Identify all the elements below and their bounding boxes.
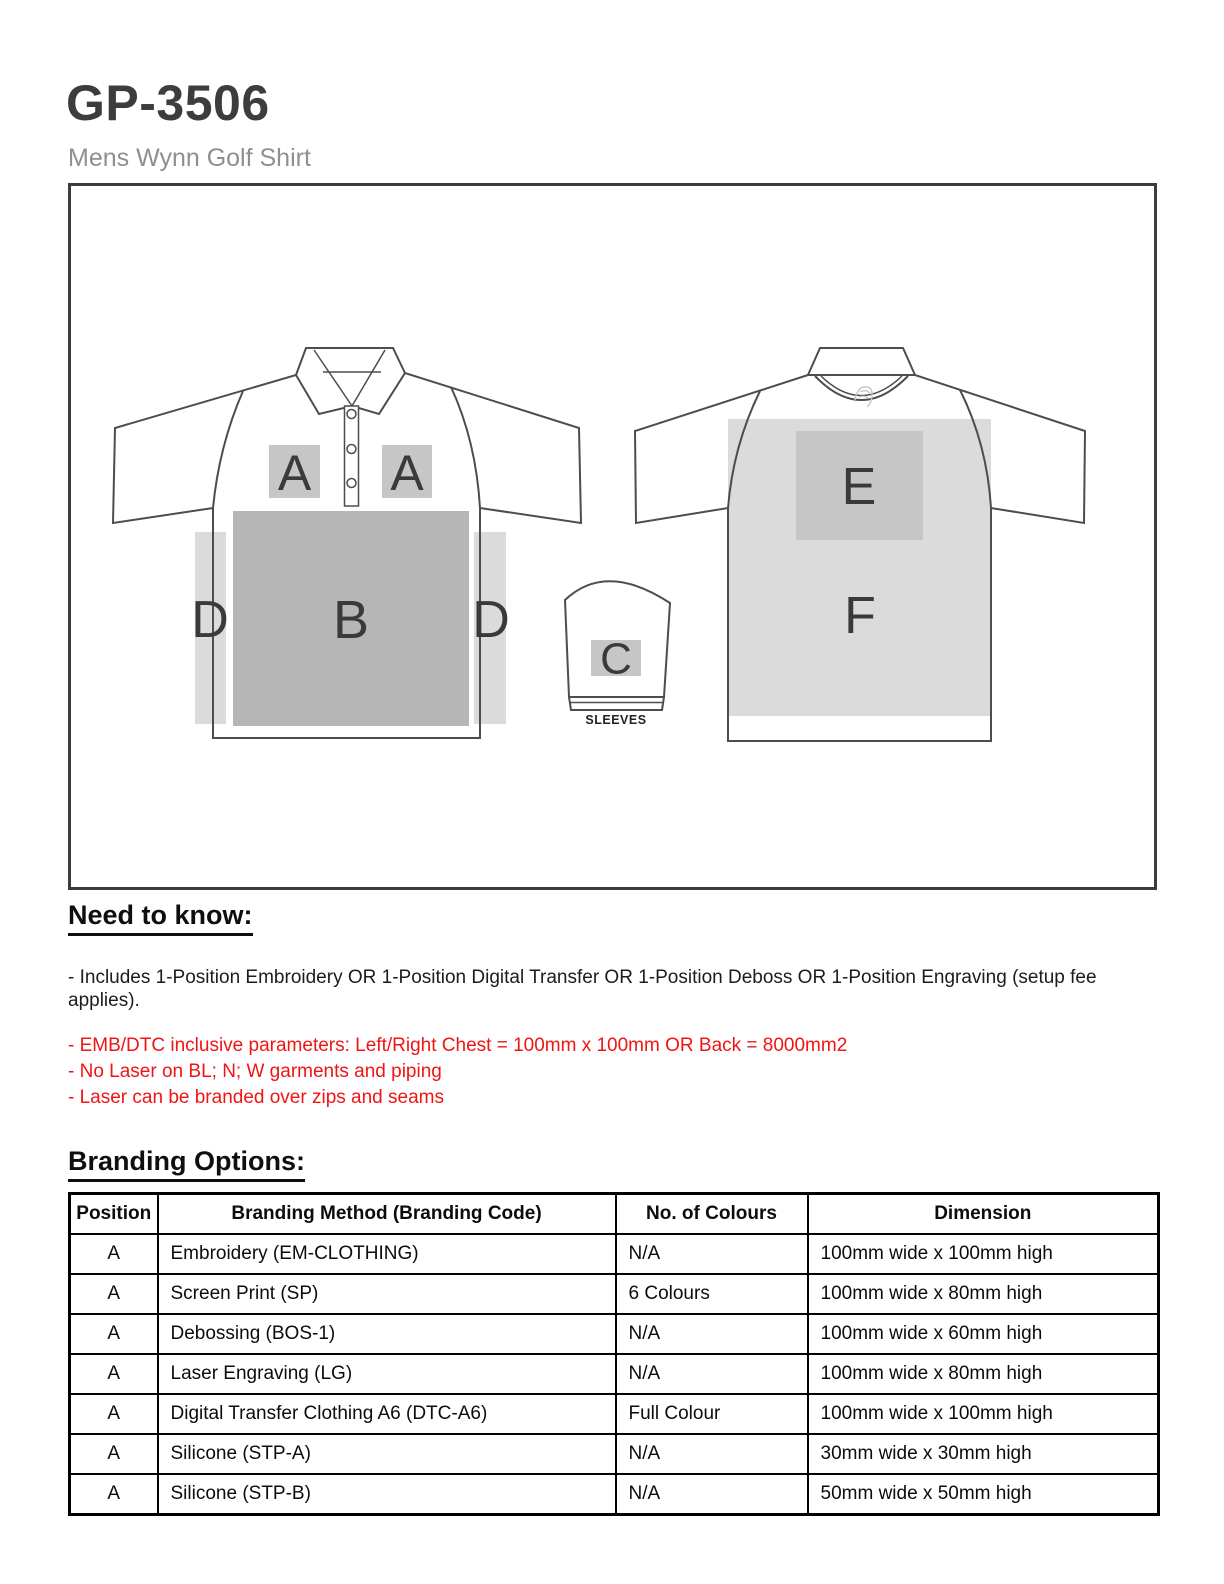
cell-no-of-colours: N/A <box>616 1474 808 1515</box>
cell-position: A <box>70 1314 158 1354</box>
button-icon <box>347 479 356 488</box>
table-row <box>70 1234 1159 1274</box>
cell-branding-method: Embroidery (EM-CLOTHING) <box>158 1234 616 1274</box>
cell-position: A <box>70 1234 158 1274</box>
cell-branding-method: Screen Print (SP) <box>158 1274 616 1314</box>
sleeve-view <box>565 581 670 727</box>
cell-no-of-colours: 6 Colours <box>616 1274 808 1314</box>
zone-d-left-label: D <box>191 591 229 649</box>
cell-dimension: 100mm wide x 60mm high <box>808 1314 1159 1354</box>
cell-no-of-colours: N/A <box>616 1434 808 1474</box>
cell-position: A <box>70 1474 158 1515</box>
front-view <box>113 348 581 738</box>
table-row <box>70 1434 1159 1474</box>
branding-options-table <box>68 1192 1160 1516</box>
cell-dimension: 100mm wide x 100mm high <box>808 1394 1159 1434</box>
cell-no-of-colours: N/A <box>616 1314 808 1354</box>
header-dimension: Dimension <box>808 1194 1159 1235</box>
cell-dimension: 100mm wide x 100mm high <box>808 1234 1159 1274</box>
cell-position: A <box>70 1394 158 1434</box>
page-title: GP-3506 <box>66 75 270 131</box>
zone-f-label: F <box>844 587 876 645</box>
page-subtitle: Mens Wynn Golf Shirt <box>68 144 311 172</box>
warning-line: - Laser can be branded over zips and seams <box>68 1087 444 1108</box>
cell-no-of-colours: N/A <box>616 1234 808 1274</box>
zone-d-right-label: D <box>472 591 510 649</box>
table-row <box>70 1274 1159 1314</box>
cell-branding-method: Debossing (BOS-1) <box>158 1314 616 1354</box>
header-no-of-colours: No. of Colours <box>616 1194 808 1235</box>
header-branding-method: Branding Method (Branding Code) <box>158 1194 616 1235</box>
cell-no-of-colours: N/A <box>616 1354 808 1394</box>
warning-line: - No Laser on BL; N; W garments and piping <box>68 1061 442 1082</box>
cell-branding-method: Silicone (STP-A) <box>158 1434 616 1474</box>
table-row <box>70 1394 1159 1434</box>
cell-dimension: 50mm wide x 50mm high <box>808 1474 1159 1515</box>
zone-a-left-label: A <box>277 445 312 501</box>
zone-a-right-label: A <box>390 445 424 501</box>
garment-diagram-box <box>68 183 1157 890</box>
warning-line: - EMB/DTC inclusive parameters: Left/Right Chest = 100mm x 100mm OR Back = 8000mm2 <box>68 1035 848 1056</box>
cell-no-of-colours: Full Colour <box>616 1394 808 1434</box>
back-view <box>635 348 1085 741</box>
back-collar <box>808 348 915 375</box>
cell-position: A <box>70 1354 158 1394</box>
warning-notes <box>68 1033 1157 1111</box>
cell-dimension: 100mm wide x 80mm high <box>808 1354 1159 1394</box>
table-row <box>70 1474 1159 1515</box>
cell-position: A <box>70 1434 158 1474</box>
branding-options-heading: Branding Options: <box>68 1146 305 1182</box>
table-row <box>70 1354 1159 1394</box>
need-to-know-text: - Includes 1-Position Embroidery OR 1-Position Digital Transfer OR 1-Position Deboss OR 1-Position Engraving (setup fee applies). <box>68 967 1097 1011</box>
cell-position: A <box>70 1274 158 1314</box>
button-icon <box>347 410 356 419</box>
button-icon <box>347 445 356 454</box>
zone-c-label: C <box>600 634 632 684</box>
table-row <box>70 1314 1159 1354</box>
sleeves-caption: SLEEVES <box>585 713 647 727</box>
cell-dimension: 30mm wide x 30mm high <box>808 1434 1159 1474</box>
sleeve-cuff <box>569 697 664 710</box>
placket <box>345 406 359 506</box>
table-header-row <box>70 1194 1159 1235</box>
cell-branding-method: Digital Transfer Clothing A6 (DTC-A6) <box>158 1394 616 1434</box>
cell-branding-method: Silicone (STP-B) <box>158 1474 616 1515</box>
zone-e-label: E <box>841 458 877 516</box>
cell-dimension: 100mm wide x 80mm high <box>808 1274 1159 1314</box>
need-to-know-heading: Need to know: <box>68 900 253 936</box>
header-position: Position <box>70 1194 158 1235</box>
garment-diagram <box>71 186 1154 887</box>
zone-b-label: B <box>332 590 370 650</box>
cell-branding-method: Laser Engraving (LG) <box>158 1354 616 1394</box>
